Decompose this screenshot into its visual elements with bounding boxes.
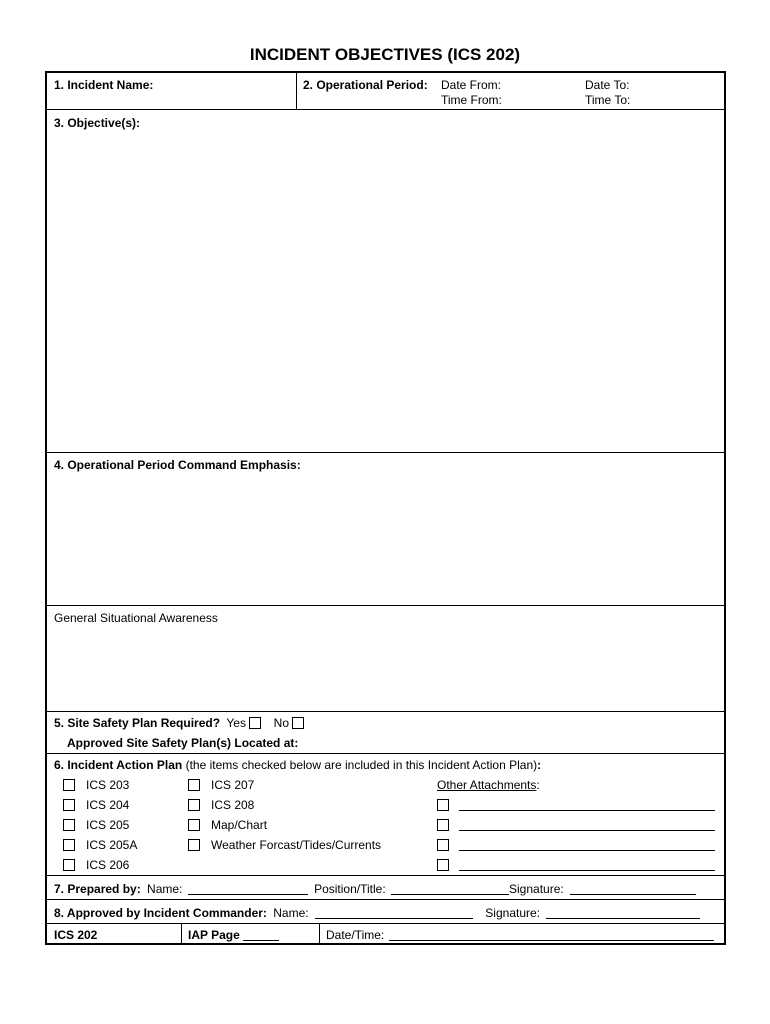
approved-by-line (54, 906, 700, 920)
iap-item-label: ICS 207 (211, 778, 255, 792)
iap-item (63, 818, 129, 832)
site-safety-line (54, 716, 304, 730)
iap-checkbox[interactable] (188, 839, 200, 851)
situational-awareness-field[interactable] (54, 630, 717, 705)
incident-name-label: 1. Incident Name: (54, 78, 154, 92)
iap-page-label: IAP Page (188, 928, 240, 942)
command-emphasis-label: 4. Operational Period Command Emphasis: (54, 458, 301, 472)
other-attachments-heading (437, 778, 540, 792)
objectives-field[interactable] (54, 134, 717, 446)
iap-item-label: ICS 203 (86, 778, 130, 792)
iap-item (188, 798, 254, 812)
iap-checkbox[interactable] (63, 839, 75, 851)
situational-awareness-section (47, 606, 724, 712)
iap-item (188, 818, 267, 832)
footer-divider (181, 924, 182, 945)
prepared-by-section (47, 876, 724, 900)
situational-awareness-label: General Situational Awareness (54, 611, 218, 625)
other-attachments-label: Other Attachments (437, 778, 537, 792)
other-attachment-row (437, 818, 715, 832)
operational-period-label: 2. Operational Period: (303, 78, 428, 92)
approved-by-section (47, 900, 724, 924)
iap-item-label: Weather Forcast/Tides/Currents (211, 838, 382, 852)
iap-item (63, 838, 137, 852)
other-attachment-checkbox[interactable] (437, 799, 449, 811)
site-safety-section (47, 712, 724, 754)
no-label: No (273, 716, 290, 730)
footer-divider (319, 924, 320, 945)
header-divider (296, 73, 297, 109)
iap-item-label: ICS 208 (211, 798, 255, 812)
yes-checkbox[interactable] (249, 717, 261, 729)
prepared-by-name-label: Name: (147, 882, 183, 896)
date-from-label: Date From: (441, 78, 502, 92)
iap-checkbox[interactable] (63, 779, 75, 791)
other-attachment-checkbox[interactable] (437, 859, 449, 871)
yes-label: Yes (226, 716, 246, 730)
prepared-by-name-field[interactable] (188, 884, 308, 895)
incident-name-field[interactable] (55, 93, 293, 107)
approved-by-signature-label: Signature: (485, 906, 540, 920)
iap-checkbox[interactable] (63, 799, 75, 811)
objectives-section (47, 110, 724, 453)
datetime-field[interactable] (389, 930, 714, 941)
other-attachment-row (437, 838, 715, 852)
iap-colon: : (537, 758, 542, 772)
other-attachment-checkbox[interactable] (437, 819, 449, 831)
command-emphasis-section (47, 453, 724, 606)
iap-checkbox[interactable] (188, 779, 200, 791)
iap-item (188, 778, 254, 792)
iap-page-group (188, 928, 279, 942)
header-row (47, 73, 724, 110)
other-attachment-row (437, 858, 715, 872)
datetime-label: Date/Time: (326, 928, 385, 942)
time-to-label: Time To: (585, 93, 631, 107)
approved-by-label: 8. Approved by Incident Commander: (54, 906, 267, 920)
iap-item (188, 838, 381, 852)
iap-page-field[interactable] (243, 930, 279, 941)
command-emphasis-field[interactable] (54, 477, 717, 599)
other-attachment-field[interactable] (459, 820, 715, 831)
datetime-group (326, 928, 714, 942)
iap-note: (the items checked below are included in this Incident Action Plan) (185, 758, 538, 772)
time-from-label: Time From: (441, 93, 502, 107)
prepared-by-label: 7. Prepared by: (54, 882, 141, 896)
approved-by-signature-field[interactable] (546, 908, 700, 919)
iap-checkbox[interactable] (188, 799, 200, 811)
prepared-by-signature-label: Signature: (509, 882, 564, 896)
iap-heading (54, 758, 541, 772)
other-attachment-checkbox[interactable] (437, 839, 449, 851)
iap-item-label: ICS 206 (86, 858, 130, 872)
prepared-by-line (54, 882, 696, 896)
iap-item-label: ICS 205 (86, 818, 130, 832)
prepared-by-position-field[interactable] (391, 884, 509, 895)
prepared-by-position-label: Position/Title: (314, 882, 386, 896)
iap-section (47, 754, 724, 876)
other-attachment-field[interactable] (459, 840, 715, 851)
form-title: INCIDENT OBJECTIVES (ICS 202) (249, 45, 521, 64)
iap-item-label: Map/Chart (211, 818, 268, 832)
iap-item-label: ICS 205A (86, 838, 138, 852)
iap-item (63, 798, 129, 812)
other-attachment-field[interactable] (459, 860, 715, 871)
iap-checkbox[interactable] (188, 819, 200, 831)
iap-checkbox[interactable] (63, 819, 75, 831)
other-attachments-colon: : (536, 778, 540, 792)
iap-item (63, 778, 129, 792)
site-safety-label: 5. Site Safety Plan Required? (54, 716, 221, 730)
approved-by-name-label: Name: (273, 906, 309, 920)
other-attachment-field[interactable] (459, 800, 715, 811)
site-safety-located-label: Approved Site Safety Plan(s) Located at: (67, 736, 299, 750)
iap-item (63, 858, 129, 872)
no-checkbox[interactable] (292, 717, 304, 729)
objectives-label: 3. Objective(s): (54, 116, 141, 130)
prepared-by-signature-field[interactable] (570, 884, 696, 895)
iap-checkbox[interactable] (63, 859, 75, 871)
form-id: ICS 202 (54, 928, 98, 942)
other-attachment-row (437, 798, 715, 812)
footer-row (47, 924, 724, 945)
date-to-label: Date To: (585, 78, 630, 92)
approved-by-name-field[interactable] (315, 908, 473, 919)
ics-202-form (45, 71, 726, 945)
iap-label: 6. Incident Action Plan (54, 758, 183, 772)
iap-item-label: ICS 204 (86, 798, 130, 812)
